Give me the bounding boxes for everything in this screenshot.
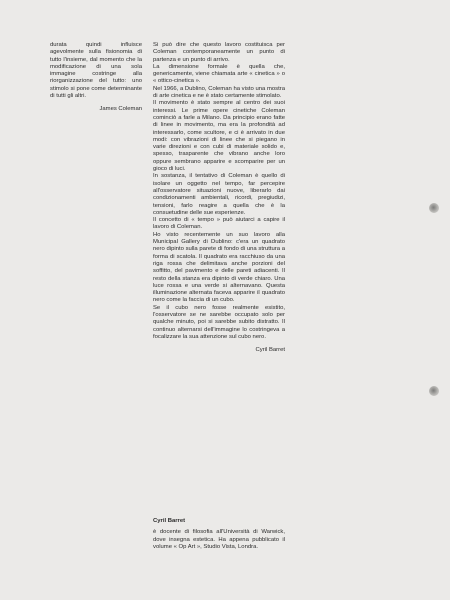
bio-text: è docente di filosofia all'Università di Warwick, dove insegna estetica. Ha appena pubblicato il volume « Op Art », Studio Vista, Londra. <box>153 529 285 550</box>
binder-hole-top <box>429 203 439 213</box>
author-bio <box>153 518 285 551</box>
signature-cyril-barret: Cyril Barret <box>255 347 285 354</box>
left-column <box>50 42 142 114</box>
bio-name: Cyril Barret <box>153 518 186 524</box>
paragraph-7: Ho visto recentemente un suo lavoro alla Municipal Gallery di Dublino: c'era un quadrato nero dipinto sulla parete di fondo di una struttura a forma di scatola. Il quadrato era racchiuso da una riga rossa che delimitava anche porzioni del soffitto, del pavimento e delle pareti adiacenti. Il resto della stanza era dipinto di verde chiaro. Una luce rossa e una verde si alternavano. Questa illuminazione alternata faceva apparire il quadrato nero come la faccia di un cubo. <box>153 231 285 304</box>
left-paragraph: durata quindi influisce agevolmente sulla fisionomia di tutto l'insieme, dal momento che la modificazione di una sola immagine costringe alla riorganizzazione del tutto: uno stimolo si pone come determinante di tutti gli altri. <box>50 42 142 100</box>
signature-james-coleman: James Coleman <box>99 106 142 113</box>
paragraph-4: Il movimento è stato sempre al centro dei suoi interessi. Le prime opere cinetiche Coleman cominciò a farle a Milano. Da principio erano fatte di linee in movimento, ma era la profondità ad interessarlo, come scultore, e ci è arrivato in due modi: con vibrazioni di linee che si piegano in varie direzioni e con cubi di materiale solido e, spesso, trasparente che vibrano anche loro oppure sembrano apparire e scomparire per un gioco di luci. <box>153 100 285 173</box>
paragraph-6: Il concetto di « tempo » può aiutarci a capire il lavoro di Coleman. <box>153 217 285 231</box>
right-column <box>153 42 285 354</box>
binder-hole-bottom <box>429 386 439 396</box>
paragraph-1: Si può dire che questo lavoro costituisca per Coleman contemporaneamente un punto di partenza e un punto di arrivo. <box>153 42 285 63</box>
paragraph-3: Nel 1966, a Dublino, Coleman ha visto una mostra di arte cinetica e ne è stato certamente stimolato. <box>153 85 285 100</box>
paragraph-2: La dimensione formale è quella che, genericamente, viene chiamata arte « cinetica » o « ottico-cinetica ». <box>153 63 285 85</box>
paragraph-5: In sostanza, il tentativo di Coleman è quello di isolare un oggetto nel tempo, far percepire all'osservatore situazioni nuove, liberarlo dai condizionamenti ambientali, ricordi, pregiudizi, tensioni, farlo reagire a quella che è la consuetudine delle sue esperienze. <box>153 173 285 216</box>
paragraph-8: Se il cubo nero fosse realmente esistito, l'osservatore se ne sarebbe occupato solo per qualche minuto, poi si sarebbe subito distratto. Il continuo alternarsi dell'immagine lo costringeva a focalizzare la sua attenzione sul cubo nero. <box>153 304 285 340</box>
